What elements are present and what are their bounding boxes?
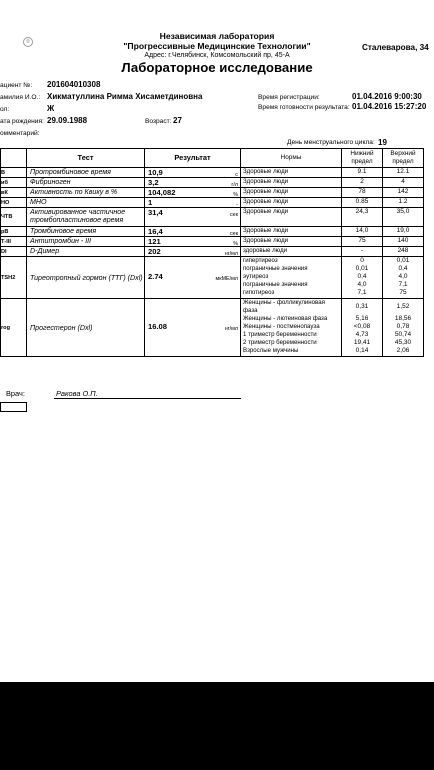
patient-age-value: 27 <box>173 116 182 125</box>
test-code: rog <box>1 299 27 357</box>
norm-lower: 0.85 <box>355 198 369 205</box>
upper-limit-cell <box>383 237 424 247</box>
lab-address: Адрес: г.Челябинск, Комсомольский пр, 45-А <box>144 52 290 59</box>
norm-lower: 4,73 <box>355 331 369 338</box>
result-unit: сек <box>229 231 238 237</box>
doctor-label: Врач: <box>6 389 25 398</box>
norm-upper: 12.1 <box>396 168 410 175</box>
lower-limit-cell <box>342 188 383 198</box>
result-value: 104,082 <box>148 188 176 197</box>
upper-limit-cell <box>383 208 424 227</box>
header-result: Результат <box>145 149 241 168</box>
result-cell <box>145 247 241 257</box>
test-code: DI <box>1 247 27 257</box>
norm-lower: - <box>360 247 364 254</box>
test-code: ЧТВ <box>1 208 27 227</box>
result-unit: с <box>235 172 238 178</box>
result-value: 16,4 <box>148 227 163 236</box>
lower-limit-cell <box>342 178 383 188</box>
result-value: 121 <box>148 237 161 246</box>
norm-upper: 50,74 <box>394 331 412 338</box>
norm-lower: 0,01 <box>355 265 369 272</box>
upper-limit-cell <box>383 247 424 257</box>
table-row <box>1 247 424 257</box>
norm-lower: 0,31 <box>355 303 369 310</box>
norm-upper: 248 <box>397 247 409 254</box>
upper-limit-cell <box>383 188 424 198</box>
result-cell <box>145 198 241 208</box>
header-norms: Нормы <box>241 149 342 168</box>
norm-upper: 1.2 <box>398 198 408 205</box>
norm-lower: 0,14 <box>355 347 369 354</box>
norm-label: Здоровые люди <box>243 198 289 205</box>
upper-limit-cell <box>383 168 424 178</box>
norms-cell <box>241 299 342 357</box>
registration-time-label: Время регистрации: <box>258 94 320 101</box>
norm-lower: 5,16 <box>355 315 369 322</box>
test-code: вК <box>1 188 27 198</box>
patient-name-value: Хикматуллина Римма Хисаметдиновна <box>47 92 203 101</box>
norm-upper: 19,0 <box>396 227 410 234</box>
norm-upper: 18,56 <box>394 315 412 322</box>
norm-lower: 19,41 <box>353 339 371 346</box>
norm-label: Женщины - лютеиновая фаза <box>243 315 328 322</box>
lower-limit-cell <box>342 247 383 257</box>
patient-id-label: ациент №: <box>0 82 33 89</box>
result-unit: мкМЕ/мл <box>215 276 238 282</box>
result-value: 16.08 <box>148 322 168 331</box>
registration-time-value: 01.04.2016 9:00:30 <box>352 92 422 101</box>
norm-label: Здоровые люди <box>243 168 289 175</box>
result-unit: - <box>236 202 238 208</box>
table-row <box>1 178 424 188</box>
table-row <box>1 208 424 227</box>
norms-cell <box>241 198 342 208</box>
norms-cell <box>241 188 342 198</box>
norms-cell <box>241 247 342 257</box>
test-code: НО <box>1 198 27 208</box>
norm-label: гипотиреоз <box>243 289 275 296</box>
test-code: рВ <box>1 227 27 237</box>
table-row <box>1 257 424 299</box>
test-name: Активность по Квику в % <box>27 188 145 198</box>
norm-upper: 4,0 <box>398 273 408 280</box>
result-cell <box>145 208 241 227</box>
result-cell <box>145 299 241 357</box>
lower-limit-cell <box>342 299 383 357</box>
result-value: 202 <box>148 247 161 256</box>
table-row <box>1 299 424 357</box>
norm-label: гипертиреоз <box>243 257 278 264</box>
header-code-cell <box>1 149 27 168</box>
norm-lower: <0,08 <box>353 323 371 330</box>
norm-lower: 24,3 <box>355 208 369 215</box>
upper-limit-cell <box>383 227 424 237</box>
norm-upper: 7,1 <box>398 281 408 288</box>
lab-logo-icon: ® <box>23 37 33 47</box>
norm-upper: 75 <box>399 289 407 296</box>
norm-label: Женщины - постменопауза <box>243 323 320 330</box>
norm-label: Женщины - фолликулиновая фаза <box>243 299 325 314</box>
norm-upper: 45,30 <box>394 339 412 346</box>
norm-upper: 0,78 <box>396 323 410 330</box>
norm-lower: 0,4 <box>357 273 367 280</box>
result-unit: % <box>233 192 238 198</box>
norm-label: Здоровые люди <box>243 208 289 215</box>
result-unit: % <box>233 241 238 247</box>
patient-dob-value: 29.09.1988 <box>47 116 88 125</box>
norm-lower: 7,1 <box>357 289 367 296</box>
table-row <box>1 188 424 198</box>
norm-lower: 78 <box>358 188 366 195</box>
result-value: 31,4 <box>148 208 163 217</box>
norm-label: здоровые люди <box>243 247 288 254</box>
patient-id-value: 201604010308 <box>47 80 101 89</box>
test-name: Тиреотропный гормон (ТТГ) (Dxl) <box>27 257 145 299</box>
norm-label: Здоровые люди <box>243 188 289 195</box>
norm-label: эутиреоз <box>243 273 269 280</box>
patient-dob-label: ата рождения: <box>0 118 44 125</box>
header-lower-limit: Нижний предел <box>342 149 383 168</box>
result-cell <box>145 237 241 247</box>
patient-age-label: Возраст: <box>145 118 172 125</box>
document-title: Лабораторное исследование <box>121 60 313 75</box>
norm-label: 1 триместр беременности <box>243 331 317 338</box>
test-name: D-Димер <box>27 247 145 257</box>
cycle-day-value: 19 <box>378 138 387 147</box>
norm-label: Взрослые мужчины <box>243 347 299 354</box>
norm-upper: 1,52 <box>396 303 410 310</box>
norm-label: пограничные значения <box>243 265 308 272</box>
result-unit: нг/мл <box>224 326 238 332</box>
ready-time-label: Время готовности результата: <box>258 104 350 111</box>
test-name: Тромбиновое время <box>27 227 145 237</box>
test-name: Прогестерон (Dxl) <box>27 299 145 357</box>
header-upper-limit: Верхний предел <box>383 149 424 168</box>
test-name: Фибриноген <box>27 178 145 188</box>
lab-name: Независимая лаборатория <box>159 31 275 41</box>
norm-upper: 4 <box>401 178 405 185</box>
norm-lower: 4,0 <box>357 281 367 288</box>
result-cell <box>145 188 241 198</box>
result-unit: г/л <box>231 182 238 188</box>
norms-cell <box>241 168 342 178</box>
norm-lower: 2 <box>360 178 364 185</box>
norms-cell <box>241 178 342 188</box>
lower-limit-cell <box>342 257 383 299</box>
patient-name-label: амилия И.О.: <box>0 94 41 101</box>
norm-label: Здоровые люди <box>243 178 289 185</box>
lab-subtitle: "Прогрессивные Медицинские Технологии" <box>123 41 311 51</box>
result-cell <box>145 227 241 237</box>
norm-upper: 142 <box>397 188 409 195</box>
comments-label: омментарий: <box>0 130 40 137</box>
norms-cell <box>241 237 342 247</box>
test-code: TSH2 <box>1 257 27 299</box>
test-name: Антитромбин - III <box>27 237 145 247</box>
result-value: 10,9 <box>148 168 163 177</box>
norm-upper: 2,06 <box>396 347 410 354</box>
table-row <box>1 168 424 178</box>
test-code: Т-III <box>1 237 27 247</box>
norms-cell <box>241 227 342 237</box>
norm-lower: 9.1 <box>357 168 367 175</box>
test-name: МНО <box>27 198 145 208</box>
norm-upper: 0,4 <box>398 265 408 272</box>
table-row <box>1 237 424 247</box>
norm-label: 2 триместр беременности <box>243 339 317 346</box>
norm-label: пограничные значения <box>243 281 308 288</box>
upper-limit-cell <box>383 198 424 208</box>
header-test: Тест <box>27 149 145 168</box>
patient-sex-label: ол: <box>0 106 10 113</box>
norms-cell <box>241 257 342 299</box>
lower-limit-cell <box>342 208 383 227</box>
ready-time-value: 01.04.2016 15:27:20 <box>352 102 427 111</box>
table-header-row <box>1 149 424 168</box>
result-value: 2.74 <box>148 272 163 281</box>
doctor-name: Ракова О.П. <box>56 389 98 398</box>
norm-lower: 75 <box>358 237 366 244</box>
norm-label: Здоровые люди <box>243 237 289 244</box>
patient-sex-value: Ж <box>47 104 55 113</box>
upper-limit-cell <box>383 257 424 299</box>
table-row <box>1 198 424 208</box>
norm-lower: 14,0 <box>355 227 369 234</box>
norm-upper: 140 <box>397 237 409 244</box>
result-unit: нг/мл <box>224 251 238 257</box>
test-code: иб <box>1 178 27 188</box>
lower-limit-cell <box>342 237 383 247</box>
norm-upper: 35,0 <box>396 208 410 215</box>
test-code: В <box>1 168 27 178</box>
norm-label: Здоровые люди <box>243 227 289 234</box>
table-row <box>1 227 424 237</box>
results-table <box>0 148 424 357</box>
result-value: 1 <box>148 198 153 207</box>
result-cell <box>145 257 241 299</box>
test-name: Активированное частичное тромбопластиновое время <box>27 208 145 227</box>
norm-lower: 0 <box>360 257 364 264</box>
norm-upper: 0,01 <box>396 257 410 264</box>
lower-limit-cell <box>342 227 383 237</box>
result-cell <box>145 178 241 188</box>
cycle-day-label: День менструального цикла: <box>287 139 375 146</box>
lower-limit-cell <box>342 198 383 208</box>
norms-cell <box>241 208 342 227</box>
result-value: 3,2 <box>148 178 159 187</box>
result-cell <box>145 168 241 178</box>
lower-limit-cell <box>342 168 383 178</box>
result-unit: сек <box>229 212 238 218</box>
signature-line <box>54 398 241 399</box>
branch-name: Сталеварова, 34 <box>362 43 429 52</box>
test-name: Протромбиновое время <box>27 168 145 178</box>
upper-limit-cell <box>383 178 424 188</box>
stamp-box <box>0 402 27 412</box>
upper-limit-cell <box>383 299 424 357</box>
